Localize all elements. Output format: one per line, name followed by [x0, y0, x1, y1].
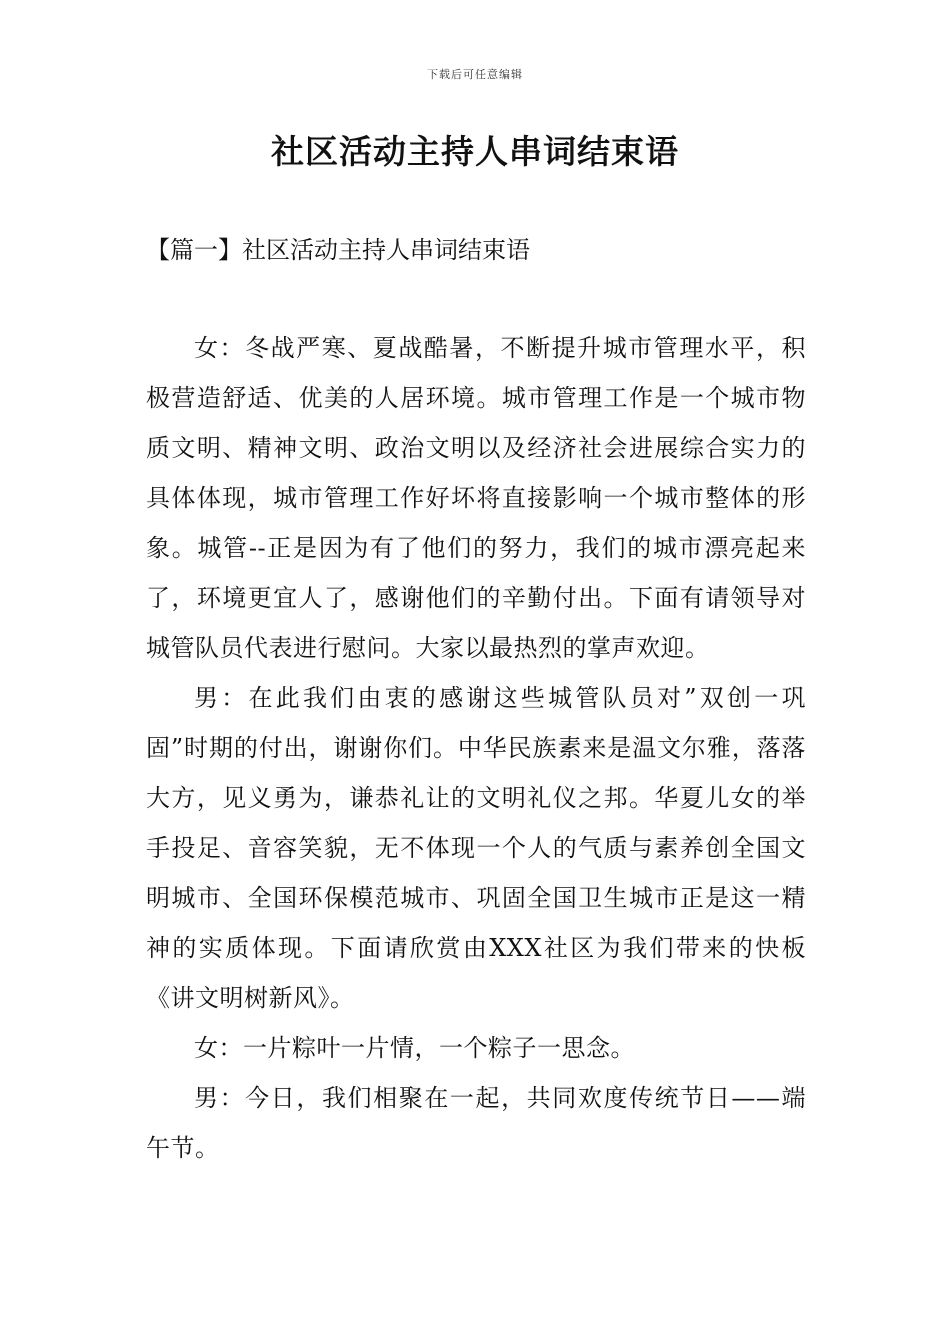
- section-heading: 【篇一】社区活动主持人串词结束语: [146, 236, 530, 264]
- body-text: [146, 323, 806, 1173]
- paragraph: 男：在此我们由衷的感谢这些城管队员对”双创一巩固”时期的付出，谢谢你们。中华民族素来是温文尔雅，落落大方，见义勇为，谦恭礼让的文明礼仪之邦。华夏儿女的举手投足、音容笑貌，无不体现一个人的气质与素养创全国文明城市、全国环保模范城市、巩固全国卫生城市正是这一精神的实质体现。下面请欣赏由XXX社区为我们带来的快板《讲文明树新风》。: [146, 684, 806, 1012]
- paragraph: 男：今日，我们相聚在一起，共同欢度传统节日——端午节。: [146, 1084, 806, 1162]
- header-note: 下载后可任意编辑: [427, 68, 523, 81]
- paragraph: 女：冬战严寒、夏战酷暑，不断提升城市管理水平，积极营造舒适、优美的人居环境。城市管理工作是一个城市物质文明、精神文明、政治文明以及经济社会进展综合实力的具体体现，城市管理工作好坏将直接影响一个城市整体的形象。城管--正是因为有了他们的努力，我们的城市漂亮起来了，环境更宜人了，感谢他们的辛勤付出。下面有请领导对城管队员代表进行慰问。大家以最热烈的掌声欢迎。: [146, 334, 806, 662]
- document-title: 社区活动主持人串词结束语: [271, 132, 679, 171]
- paragraph: 女：一片粽叶一片情，一个粽子一思念。: [194, 1034, 635, 1062]
